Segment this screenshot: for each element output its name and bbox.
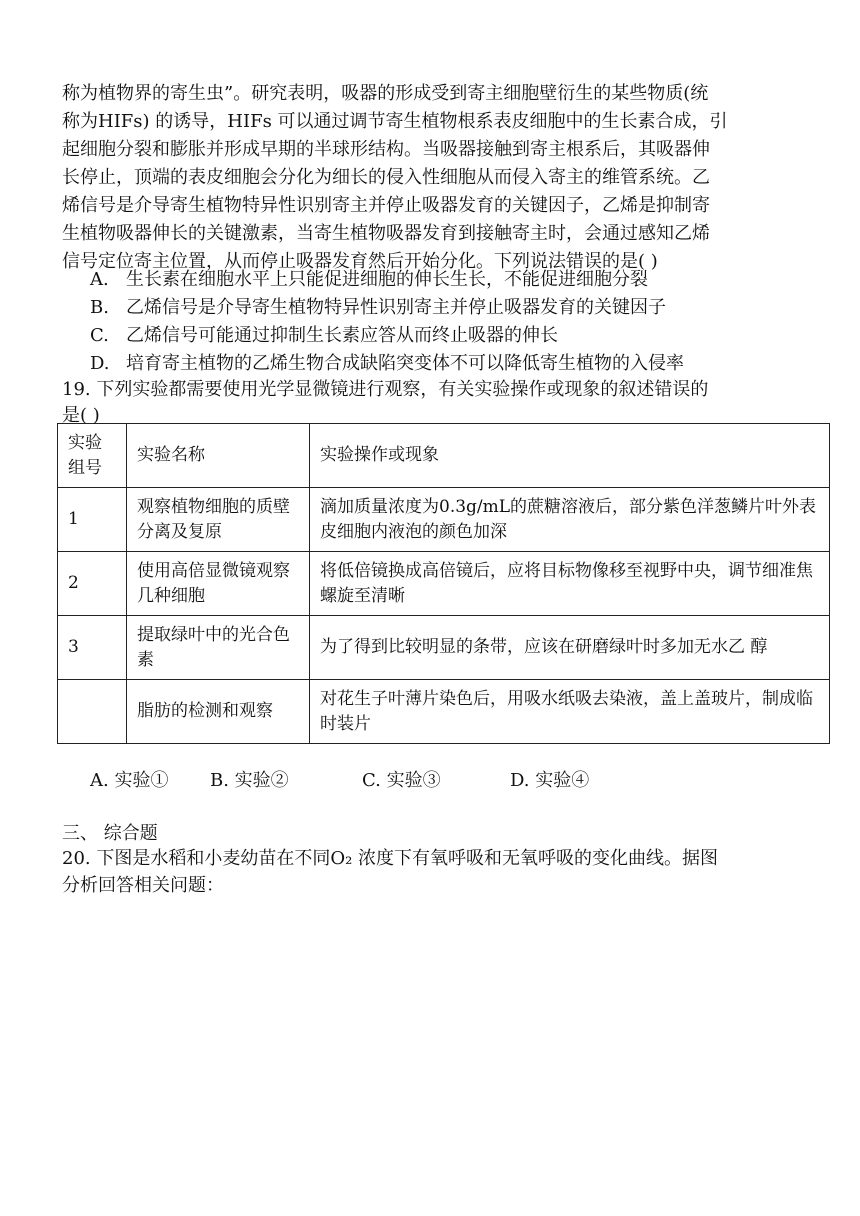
option-letter: B. <box>90 297 109 318</box>
cell-no: 3 <box>58 616 127 680</box>
q20-stem <box>62 845 802 899</box>
q20-stem-line: 分析回答相关问题： <box>62 875 224 896</box>
header-operation: 实验操作或现象 <box>310 424 830 488</box>
cell-no <box>58 680 127 744</box>
q20-stem-line: 20. 下图是水稻和小麦幼苗在不同O₂ 浓度下有氧呼吸和无氧呼吸的变化曲线。据图 <box>62 848 719 869</box>
cell-name: 提取绿叶中的光合色素 <box>127 616 310 680</box>
cell-desc: 对花生子叶薄片染色后，用吸水纸吸去染液，盖上盖玻片，制成临时装片 <box>310 680 830 744</box>
option-text: 培育寄主植物的乙烯生物合成缺陷突变体不可以降低寄生植物的入侵率 <box>126 353 684 374</box>
q18-options <box>90 266 810 378</box>
q19-stem-line: 是( ) <box>62 405 100 426</box>
table-row <box>58 552 830 616</box>
cell-name: 脂肪的检测和观察 <box>127 680 310 744</box>
cell-no: 2 <box>58 552 127 616</box>
passage-line: 起细胞分裂和膨胀并形成早期的半球形结构。当吸器接触到寄主根系后，其吸器伸 <box>62 139 710 160</box>
section-heading: 三、 综合题 <box>62 823 158 844</box>
table-row <box>58 680 830 744</box>
experiment-table <box>57 423 830 744</box>
q19-answer-c: C. 实验③ <box>362 770 441 791</box>
q18-option-b <box>90 294 810 322</box>
q19-answer-b: B. 实验② <box>210 770 289 791</box>
passage-line: 长停止，顶端的表皮细胞会分化为细长的侵入性细胞从而侵入寄主的维管系统。乙 <box>62 167 710 188</box>
option-letter: A. <box>90 269 109 290</box>
option-letter: C. <box>90 325 109 346</box>
option-letter: D. <box>90 353 110 374</box>
option-text: 乙烯信号可能通过抑制生长素应答从而终止吸器的伸长 <box>126 325 558 346</box>
header-experiment-no: 实验组号 <box>58 424 127 488</box>
cell-name: 使用高倍显微镜观察几种细胞 <box>127 552 310 616</box>
q18-option-c <box>90 322 810 350</box>
cell-desc: 为了得到比较明显的条带，应该在研磨绿叶时多加无水乙 醇 <box>310 616 830 680</box>
q18-option-d <box>90 350 810 378</box>
option-text: 乙烯信号是介导寄生植物特异性识别寄主并停止吸器发育的关键因子 <box>126 297 666 318</box>
passage-line: 烯信号是介导寄生植物特异性识别寄主并停止吸器发育的关键因子，乙烯是抑制寄 <box>62 195 710 216</box>
q18-option-a <box>90 266 810 294</box>
table-row <box>58 488 830 552</box>
cell-name: 观察植物细胞的质壁分离及复原 <box>127 488 310 552</box>
q19-answer-a: A. 实验① <box>90 770 169 791</box>
passage-line: 称为HIFs) 的诱导，HIFs 可以通过调节寄生植物根系表皮细胞中的生长素合成，引 <box>62 111 728 132</box>
cell-desc: 滴加质量浓度为0.3g/mL的蔗糖溶液后，部分紫色洋葱鳞片叶外表皮细胞内液泡的颜色加深 <box>310 488 830 552</box>
table-header-row <box>58 424 830 488</box>
cell-no: 1 <box>58 488 127 552</box>
header-experiment-name: 实验名称 <box>127 424 310 488</box>
table-row <box>58 616 830 680</box>
cell-desc: 将低倍镜换成高倍镜后，应将目标物像移至视野中央，调节细准焦螺旋至清晰 <box>310 552 830 616</box>
q19-stem <box>62 377 802 429</box>
q19-answer-d: D. 实验④ <box>510 770 590 791</box>
passage-line: 生植物吸器伸长的关键激素，当寄生植物吸器发育到接触寄主时，会通过感知乙烯 <box>62 223 710 244</box>
q19-stem-line: 19. 下列实验都需要使用光学显微镜进行观察，有关实验操作或现象的叙述错误的 <box>62 379 709 400</box>
option-text: 生长素在细胞水平上只能促进细胞的伸长生长，不能促进细胞分裂 <box>126 269 648 290</box>
passage-line: 称为植物界的寄生虫”。研究表明，吸器的形成受到寄主细胞壁衍生的某些物质(统 <box>62 83 709 104</box>
passage-line: 信号定位寄主位置，从而停止吸器发育然后开始分化。下列说法错误的是( ) <box>62 251 658 272</box>
q18-passage <box>62 80 802 276</box>
